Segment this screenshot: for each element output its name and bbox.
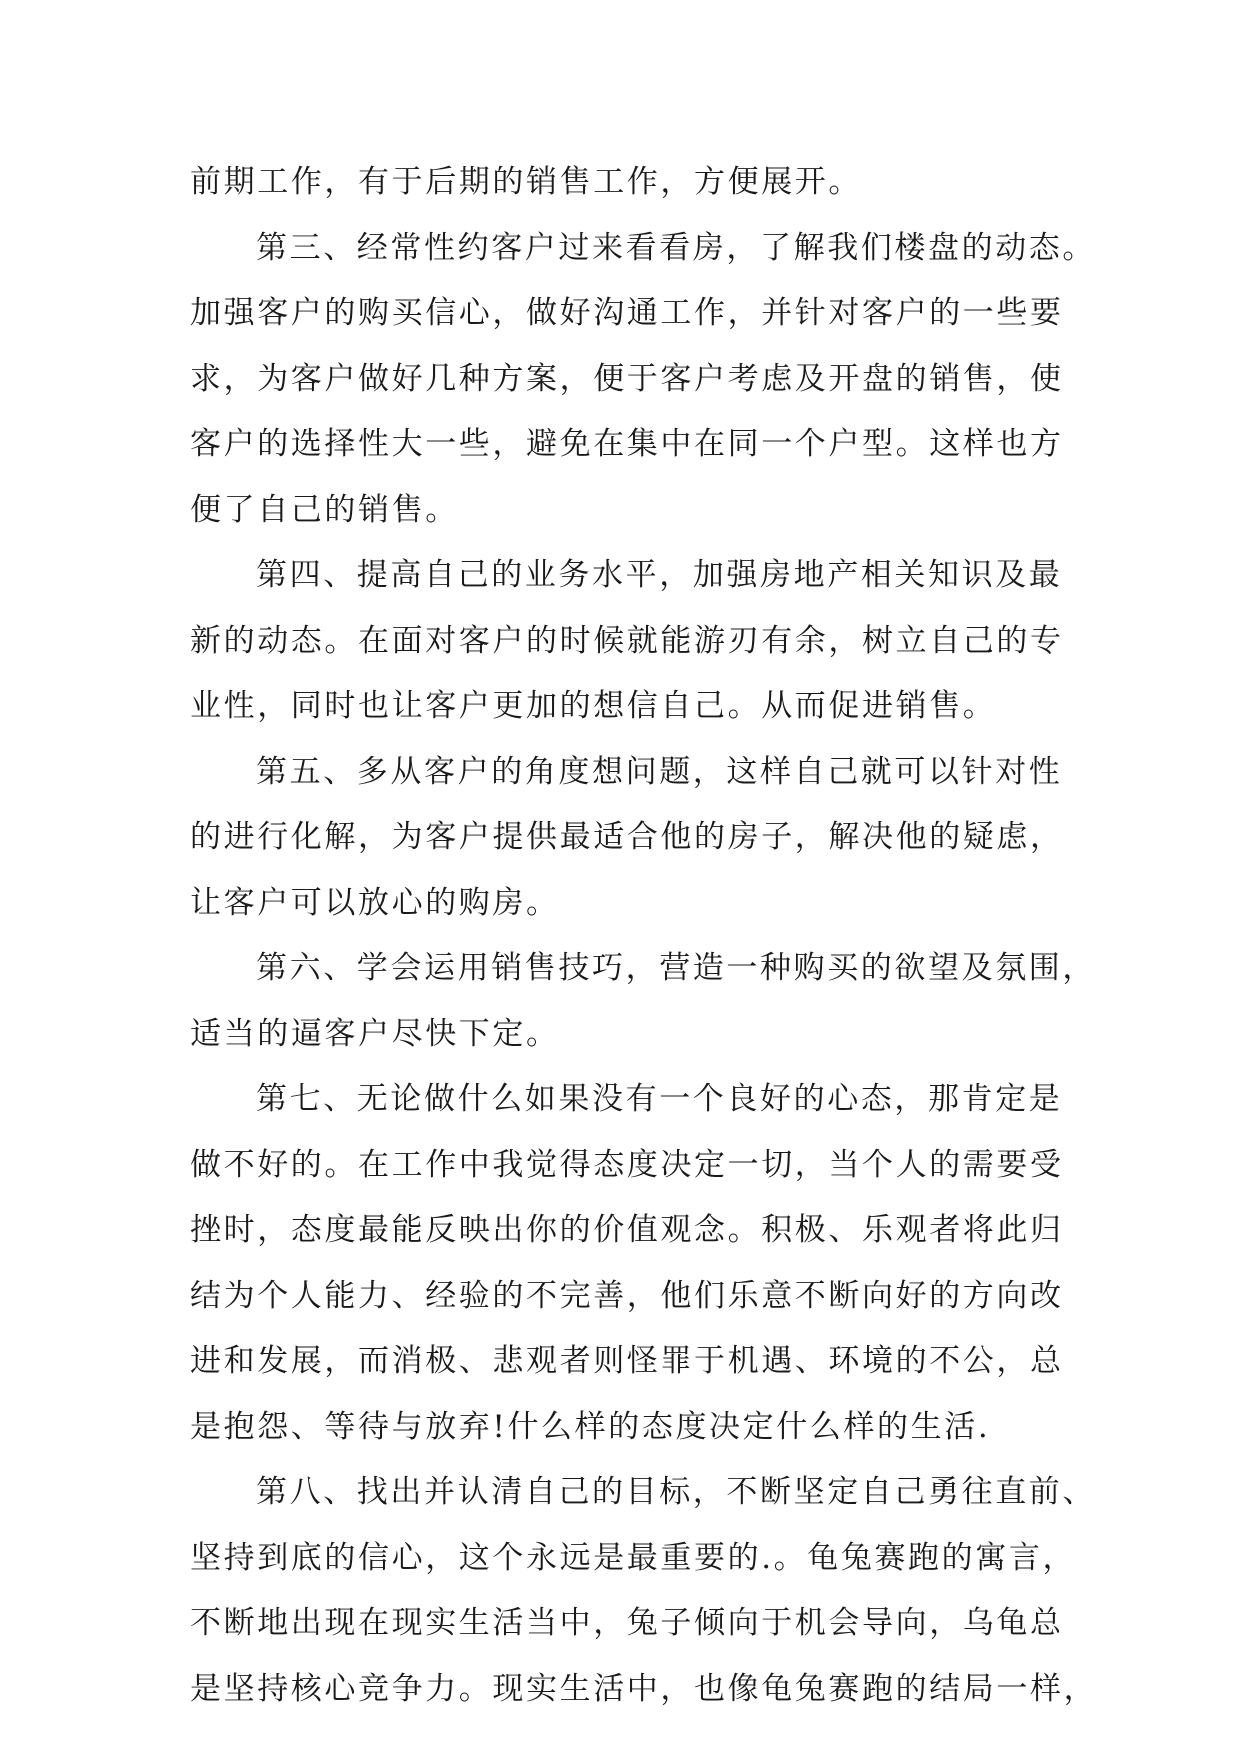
text-line: 前期工作，有于后期的销售工作，方便展开。 [190,164,862,200]
text-line: 加强客户的购买信心，做好沟通工作，并针对客户的一些要 [190,295,1064,331]
text-line: 适当的逼客户尽快下定。 [190,1015,560,1052]
text-line: 进和发展，而消极、悲观者则怪罪于机遇、环境的不公，总 [190,1343,1064,1379]
paragraph-start-line: 第七、无论做什么如果没有一个良好的心态，那肯定是 [256,1081,1063,1117]
text-line: 新的动态。在面对客户的时候就能游刃有余，树立自己的专 [190,622,1064,659]
paragraph-start-line: 第三、经常性约客户过来看看房，了解我们楼盘的动态。 [256,229,1096,266]
document-body [190,150,1098,1722]
text-line: 便了自己的销售。 [190,491,459,528]
text-line: 客户的选择性大一些，避免在集中在同一个户型。这样也方 [190,426,1064,462]
paragraph-start-line: 第四、提高自己的业务水平，加强房地产相关知识及最 [256,557,1063,593]
text-line: 业性，同时也让客户更加的想信自己。从而促进销售。 [190,688,997,724]
text-line: 是抱怨、等待与放弃!什么样的态度决定什么样的生活. [190,1408,991,1445]
text-line: 结为个人能力、经验的不完善，他们乐意不断向好的方向改 [190,1277,1064,1314]
paragraph-start-line: 第六、学会运用销售技巧，营造一种购买的欲望及氛围， [256,950,1096,986]
paragraph-start-line: 第五、多从客户的角度想问题，这样自己就可以针对性 [256,753,1063,790]
text-line: 坚持到底的信心，这个永远是最重要的.。龟兔赛跑的寓言， [190,1539,1077,1576]
text-line: 让客户可以放心的购房。 [190,884,560,921]
text-line: 是坚持核心竞争力。现实生活中，也像龟兔赛跑的结局一样， [190,1670,1098,1707]
text-line: 做不好的。在工作中我觉得态度决定一切，当个人的需要受 [190,1146,1064,1183]
text-line: 求，为客户做好几种方案，便于客户考虑及开盘的销售，使 [190,360,1064,397]
text-line: 的进行化解，为客户提供最适合他的房子，解决他的疑虑， [190,819,1064,855]
text-line: 挫时，态度最能反映出你的价值观念。积极、乐观者将此归 [190,1212,1064,1248]
paragraph-start-line: 第八、找出并认清自己的目标，不断坚定自己勇往直前、 [256,1474,1096,1510]
text-line: 不断地出现在现实生活当中，兔子倾向于机会导向，乌龟总 [190,1605,1064,1641]
